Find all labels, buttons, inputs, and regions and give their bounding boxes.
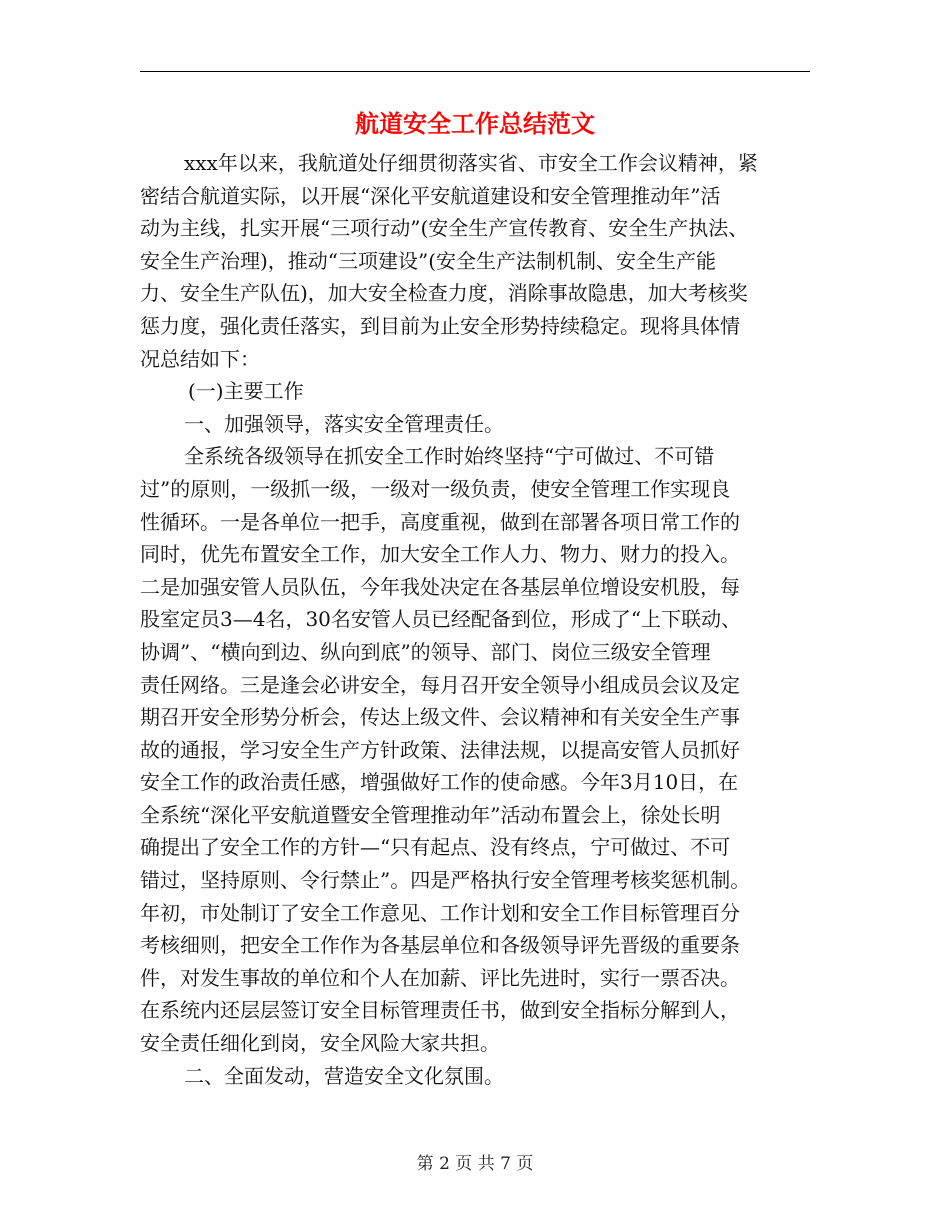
text-line: 性循环。一是各单位一把手，高度重视，做到在部署各项日常工作的 <box>140 509 740 534</box>
text-line: 责任网络。三是逢会必讲安全，每月召开安全领导小组成员会议及定 <box>140 672 740 697</box>
text-line: 同时，优先布置安全工作，加大安全工作人力、物力、财力的投入。 <box>140 542 740 567</box>
text-line: 密结合航道实际，以开展“深化平安航道建设和安全管理推动年”活 <box>140 183 721 208</box>
text-line: 协调”、“横向到边、纵向到底”的领导、部门、岗位三级安全管理 <box>140 639 711 664</box>
text-line: 全系统各级领导在抓安全工作时始终坚持“宁可做过、不可错 <box>184 444 715 469</box>
section-heading: 一、加强领导，落实安全管理责任。 <box>184 411 504 436</box>
text-line: 惩力度，强化责任落实，到目前为止安全形势持续稳定。现将具体情 <box>140 313 740 338</box>
text-line: 动为主线，扎实开展“三项行动”(安全生产宣传教育、安全生产执法、 <box>140 216 749 241</box>
text-line: 安全责任细化到岗，安全风险大家共担。 <box>140 1031 500 1056</box>
text-line: 件，对发生事故的单位和个人在加薪、评比先进时，实行一票否决。 <box>140 965 740 990</box>
section-heading: (一)主要工作 <box>188 379 304 404</box>
section-heading: 二、全面发动，营造安全文化氛围。 <box>184 1063 504 1088</box>
text-line: 全系统“深化平安航道暨安全管理推动年”活动布置会上，徐处长明 <box>140 802 721 827</box>
text-line: 在系统内还层层签订安全目标管理责任书，做到安全指标分解到人， <box>140 998 740 1023</box>
text-line: xxx年以来，我航道处仔细贯彻落实省、市安全工作会议精神，紧 <box>184 151 758 175</box>
text-line: 错过，坚持原则、令行禁止”。四是严格执行安全管理考核奖惩机制。 <box>140 868 751 893</box>
text-line: 力、安全生产队伍)，加大安全检查力度，消除事故隐患，加大考核奖 <box>140 281 748 306</box>
text-line: 确提出了安全工作的方针—“只有起点、没有终点，宁可做过、不可 <box>140 835 731 860</box>
document-body <box>140 147 815 1092</box>
text-line: 股室定员3—4名，30名安管人员已经配备到位，形成了“上下联动、 <box>140 607 742 632</box>
text-line: 年初，市处制订了安全工作意见、工作计划和安全工作目标管理百分 <box>140 900 740 925</box>
text-line: 考核细则，把安全工作作为各基层单位和各级领导评先晋级的重要条 <box>140 933 740 958</box>
text-line: 二是加强安管人员队伍，今年我处决定在各基层单位增设安机股，每 <box>140 574 740 599</box>
text-line: 故的通报，学习安全生产方针政策、法律法规，以提高安管人员抓好 <box>140 737 740 762</box>
text-line: 期召开安全形势分析会，传达上级文件、会议精神和有关安全生产事 <box>140 705 740 730</box>
text-line: 况总结如下： <box>140 346 260 371</box>
text-line: 过”的原则，一级抓一级，一级对一级负责，使安全管理工作实现良 <box>140 476 731 501</box>
text-line: 安全工作的政治责任感，增强做好工作的使命感。今年3月10日，在 <box>140 770 739 795</box>
document-title: 航道安全工作总结范文 <box>355 110 595 138</box>
text-line: 安全生产治理)，推动“三项建设”(安全生产法制机制、安全生产能 <box>140 248 717 273</box>
header-rule <box>140 71 810 72</box>
page-number: 第 2 页 共 7 页 <box>416 1154 534 1174</box>
